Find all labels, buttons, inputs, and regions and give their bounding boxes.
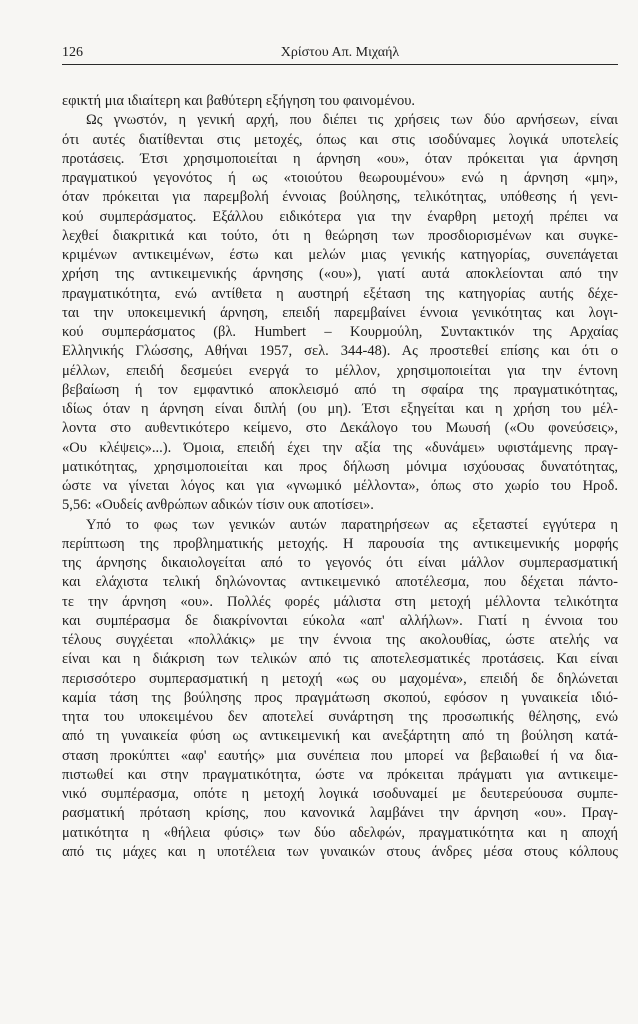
text-line: κού συμπεράσματος (βλ. Humbert – Κουρμούλη, Συντακτικόν της Αρχαίας xyxy=(62,324,618,340)
running-head: Χρίστου Απ. Μιχαήλ xyxy=(280,45,400,60)
text-line: πραγματικού γεγονότος ή ως «τοιούτου θεωρουμένου» ενώ η άρνηση «μη», xyxy=(62,170,618,186)
text-line: τε την άρνηση «ου». Πολλές φορές μάλιστα στη μετοχή μέλλοντα τελικότητα xyxy=(62,593,618,610)
text-line: περίπτωση της προβληματικής μετοχής. Η παρουσία της αντικειμενικής μορφής xyxy=(62,535,618,552)
page-header xyxy=(62,44,618,65)
text-line: τητα του υποκειμένου δεν αποτελεί συνάρτηση της προσωπικής θέλησης, ενώ xyxy=(62,709,618,725)
text-line: «Ου κλέψεις»...). Όμοια, επειδή έχει την αξία της «δυνάμει» υφιστάμενης πραγ- xyxy=(62,439,618,456)
text-line: σταση προκύπτει «αφ' εαυτής» μια συνέπεια που μπορεί να βεβαιωθεί ή να δια- xyxy=(62,747,618,764)
text-line: πραγματικότητα, ενώ αντίθετα η αυστηρή εξέταση της κατηγορίας αυτής δέχε- xyxy=(62,285,618,302)
text-line: βεβαίωση ή τον εμφαντικό αποκλεισμό από τη σφαίρα της πραγματικότητας, xyxy=(62,381,618,398)
text-line: από τις μάχες και η υποτέλεια των γυναικών στους άνδρες μέσα στους κόλπους xyxy=(62,843,618,860)
text-line: ρασματική πρόταση κρίσης, που κανονικά λαμβάνει την άρνηση «ου». Πραγ- xyxy=(62,805,618,822)
text-line: είναι και η διάκριση των τελικών από τις αποτελεσματικές προτάσεις. Και είναι xyxy=(62,651,618,668)
text-line: Ως γνωστόν, η γενική αρχή, που διέπει τις χρήσεις των δύο αρνήσεων, είναι xyxy=(86,112,618,129)
text-line: εφικτή μια ιδιαίτερη και βαθύτερη εξήγηση του φαινομένου. xyxy=(62,93,416,109)
page-number: 126 xyxy=(62,45,83,60)
text-line: λεχθεί διακριτικά και τούτο, ότι η θεώρηση των προσδιορισμένων και συγκε- xyxy=(62,227,618,244)
text-line: ματικότητα η «θήλεια φύσις» των δύο αδελφών, πραγματικότητα και η αποχή xyxy=(62,824,618,841)
text-line: Υπό το φως των γενικών αυτών παρατηρήσεων ας εξεταστεί εγγύτερα η xyxy=(86,516,618,533)
text-line: Ελληνικής Γλώσσης, Αθήναι 1957, σελ. 344-48). Ας προστεθεί επίσης και ότι ο xyxy=(62,343,618,360)
text-line: από τη γυναικεία φύση ως αντικειμενική και ανεξάρτητη από τη βούληση κατά- xyxy=(62,728,618,745)
text-line: κού συμπεράσματος. Εξάλλου ειδικότερα για την έναρθρη μετοχή πρέπει να xyxy=(62,208,618,225)
text-line: προτάσεις. Έτσι χρησιμοποιείται η άρνηση «ου», όταν πρόκειται για άρνηση xyxy=(62,150,618,167)
text-line: λοντα στο αυθεντικότερο κείμενο, στο Δεκάλογο του Μωυσή («Ου φονεύσεις», xyxy=(62,420,618,437)
text-line: και ελάχιστα τελική δηλώνοντας αντικειμενικό αποτέλεσμα, που δέχεται πάντο- xyxy=(62,574,618,591)
text-line: ται την υποκειμενική άρνηση, επειδή παρεμβαίνει έννοια γενικότητας και λογι- xyxy=(62,304,618,321)
text-line: ιδίως όταν η άρνηση είναι διπλή (ου μη). Έτσι εξηγείται και η χρήση του μέλ- xyxy=(62,401,618,417)
text-line: όταν πρόκειται για παρεμβολή έννοιας βούλησης, τελικότητας, υπόθεσης ή γενι- xyxy=(62,189,618,206)
text-line: και συμπέρασμα δε διακρίνονται εύκολα «απ' αλλήλων». Γιατί η έννοια του xyxy=(62,612,618,629)
text-line: νικό συμπέρασμα, οπότε η μετοχή λογικά ισοδυναμεί με δευτερεύουσα συμπε- xyxy=(62,786,618,802)
text-line: χρήση της αντικειμενικής άρνησης («ου»), γιατί αυτά αποκλείονται από την xyxy=(62,266,618,283)
text-line: της άρνησης δικαιολογείται από το γεγονός ότι είναι μάλλον συμπερασματική xyxy=(62,555,618,571)
text-line: περισσότερο συμπερασματική η μετοχή «ως ου μαχομένα», επειδή δε δηλώνεται xyxy=(62,670,618,687)
text-line: ώστε να γίνεται λόγος και για «γνωμικό μέλλοντα», όπως στο χωρίο του Ηροδ. xyxy=(62,478,618,494)
text-line: ότι αυτές διατίθενται στις μετοχές, όπως και στις ισοδύναμες λογικά υποτελείς xyxy=(62,131,618,148)
text-line: ματικότητας, χρησιμοποιείται και προς δήλωση μόνιμα ισχύουσας δυνατότητας, xyxy=(62,458,618,475)
text-line: τέλους συγχέεται «πολλάκις» με την έννοια της ακολουθίας, ώστε ατελής να xyxy=(62,632,618,648)
text-line: 5,56: «Ουδείς ανθρώπων αδικών τίσιν ουκ αποτίσει». xyxy=(62,497,374,514)
text-line: κριμένων αντικειμένων, έστω και μελών μιας γενικής κατηγορίας, συνεπάγεται xyxy=(62,247,618,263)
text-line: μέλλων, επειδή δεσμεύει ενεργά το μέλλον, χρησιμοποιείται για την έντονη xyxy=(62,362,618,379)
text-line: καμία τάση της βούλησης προς πραγμάτωση σκοπού, εφόσον η γυναικεία ιδιό- xyxy=(62,689,618,706)
text-line: πιστωθεί και στην πραγματικότητα, ώστε να πρόκειται πράγματι για αντικειμε- xyxy=(62,766,618,783)
body-text xyxy=(62,92,618,862)
